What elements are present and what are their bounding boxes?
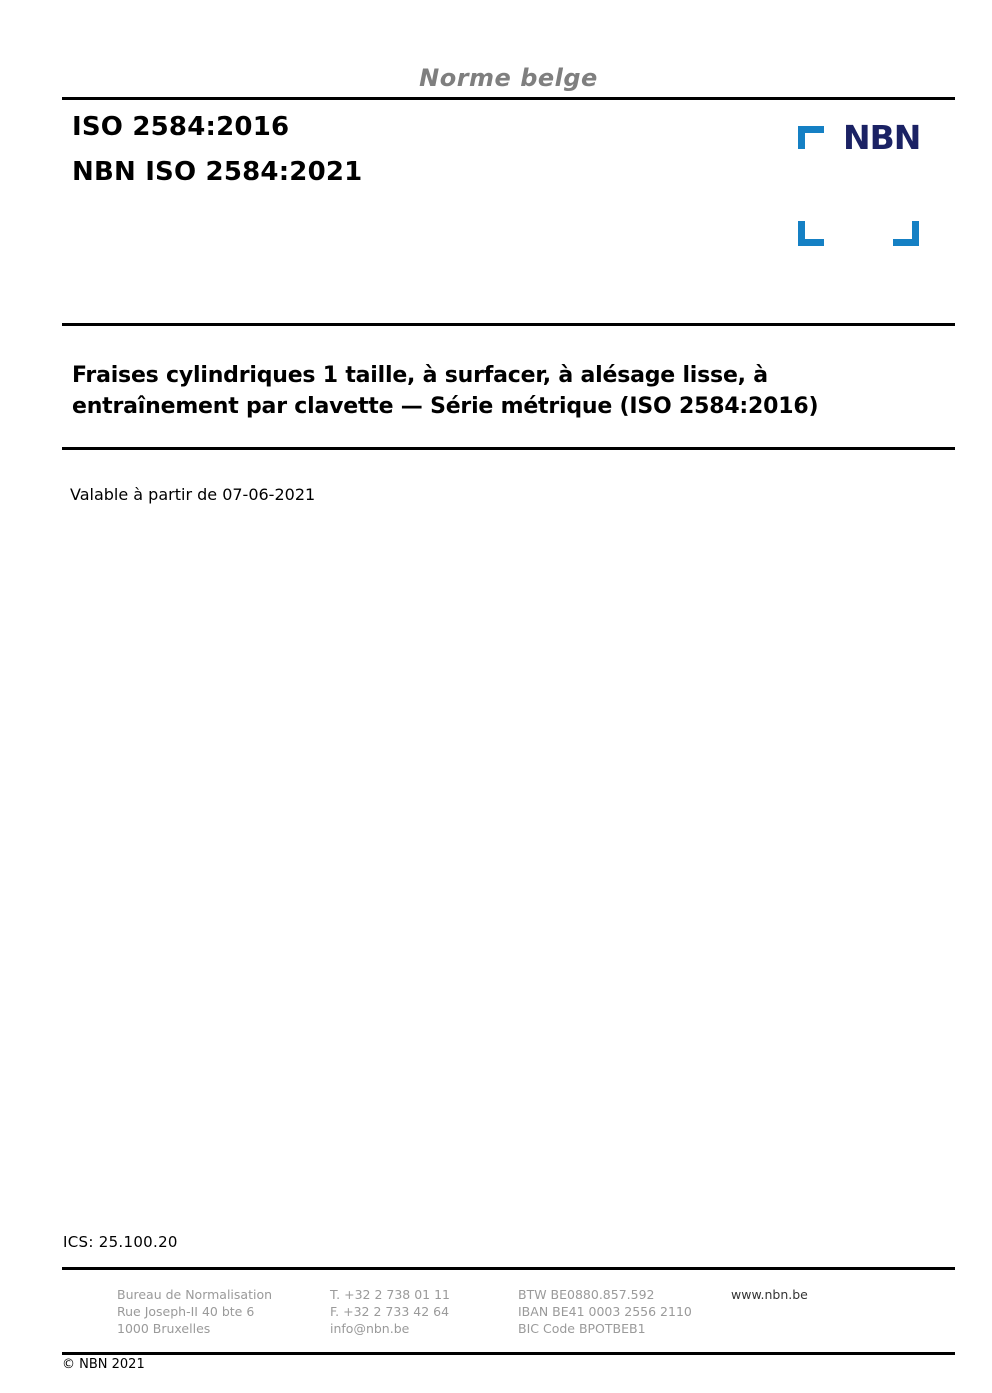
standard-title: [72, 360, 932, 422]
logo-corner-bracket-bottom-right-icon: [893, 221, 919, 246]
footer-contact: [330, 1286, 450, 1337]
footer-iban: IBAN BE41 0003 2556 2110: [518, 1304, 692, 1319]
footer-btw: BTW BE0880.857.592: [518, 1287, 655, 1302]
footer-address-line-1: Bureau de Normalisation: [117, 1287, 273, 1302]
validity-date: Valable à partir de 07-06-2021: [70, 485, 316, 504]
ics-code: ICS: 25.100.20: [63, 1233, 178, 1251]
nbn-designation: NBN ISO 2584:2021: [72, 157, 363, 187]
footer-phone: T. +32 2 738 01 11: [330, 1287, 450, 1302]
footer-divider-top: [62, 1267, 955, 1270]
footer-bic: BIC Code BPOTBEB1: [518, 1321, 646, 1336]
standard-title-line-1: Fraises cylindriques 1 taille, à surfacer, à alésage lisse, à: [72, 363, 768, 388]
logo-corner-bracket-top-left-icon: [798, 126, 824, 149]
footer-banking: [518, 1286, 692, 1337]
footer-address-line-2: Rue Joseph-II 40 bte 6: [117, 1304, 255, 1319]
footer-address-line-3: 1000 Bruxelles: [117, 1321, 211, 1336]
copyright-divider: [62, 1352, 955, 1355]
nbn-logo-text: NBN: [843, 118, 921, 157]
title-divider-top: [62, 323, 955, 326]
document-kind-label: Norme belge: [419, 64, 598, 92]
footer-fax: F. +32 2 733 42 64: [330, 1304, 450, 1319]
copyright-notice: © NBN 2021: [62, 1357, 145, 1372]
footer-website: www.nbn.be: [731, 1287, 808, 1302]
footer-address: [117, 1286, 272, 1337]
header-divider: [62, 97, 955, 100]
title-divider-bottom: [62, 447, 955, 450]
standard-title-line-2: entraînement par clavette — Série métrique (ISO 2584:2016): [72, 394, 819, 419]
iso-designation: ISO 2584:2016: [72, 112, 290, 142]
logo-corner-bracket-bottom-left-icon: [798, 221, 824, 246]
footer-email: info@nbn.be: [330, 1321, 410, 1336]
